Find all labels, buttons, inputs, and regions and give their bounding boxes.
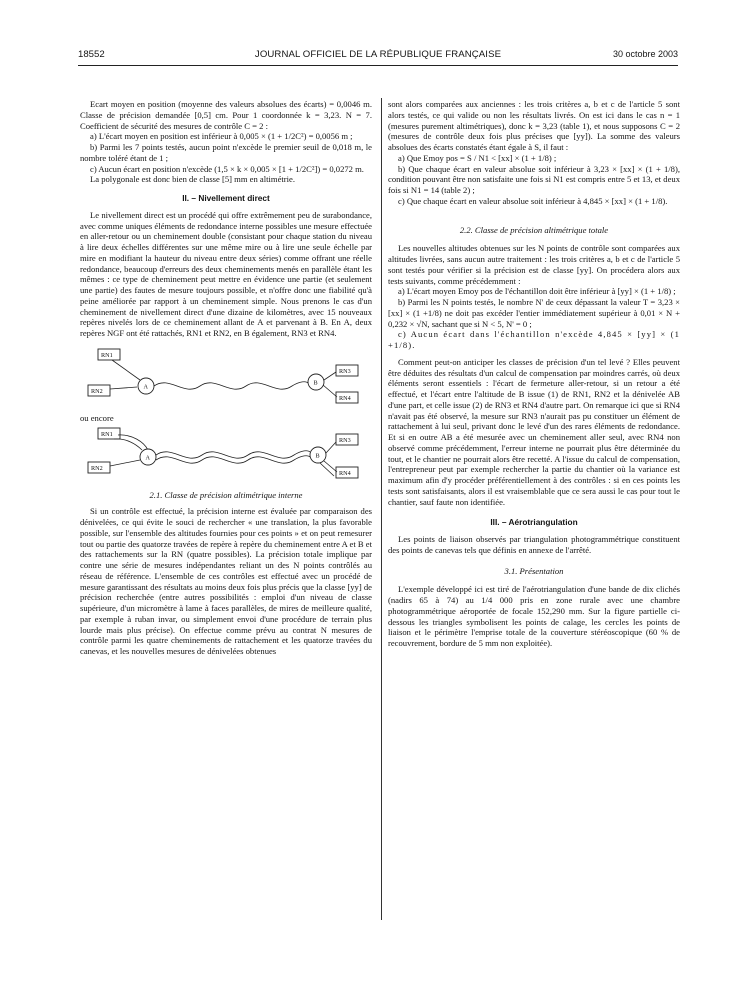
paragraph: Le nivellement direct est un procédé qui offre extrêmement peu de surabondance, avec comme uniques éléments de redondance interne possibles une mesure effectuée en aller-retour ou un cheminement double (consistant pour chaque station du niveau à lire deux échelles différentes sur une même mire ou à lire une seule échelle par mire en modifiant la hauteur du niveau entre deux séries) comme offrant une réelle redondance, beaucoup d'erreurs des deux cheminements menés en parallèle étant les mêmes : ce type de cheminement peut mettre en évidence une partie (et seulement une partie) des fautes de mesure toujours possible, et n'offre donc une fiabilité qu'à peine améliorée par rapport à un cheminement simple. Nous prenons le cas d'un cheminement de nivellement direct d'une dizaine de kilomètres, avec 15 nouveaux repères nivelés lors de ce cheminement allant de A et parvenant à B. En A, deux repères NGF ont été rattachés, RN1 et RN2, en B également, RN3 et RN4.	[80, 209, 372, 338]
paragraph: c) Aucun écart en position n'excède (1,5 × k × 0,005 × [1 + 1/2C²]) = 0,0272 m.	[90, 163, 364, 174]
rn4-label: RN4	[339, 394, 351, 402]
point-b-label: B	[315, 452, 320, 459]
point-a-label: A	[143, 383, 148, 391]
paragraph: a) L'écart moyen en position est inférieur à 0,005 × (1 + 1/2C²) = 0,0056 m ;	[90, 131, 353, 142]
paragraph: Comment peut-on anticiper les classes de précision d'un tel levé ? Elles peuvent être déduites des résultats d'un calcul de compensation par moindres carrés, où deux éléments seront essentiels : l'écart de fermeture aller-retour, si un retour a été effectué, et l'écart entre l'altitude de B issue (1) de RN1, RN2 et la dénivelée AB d'une part, et celle issue (2) de RN3 et RN4 d'autre part. On remarque ici que si RN4 n'avait pas été observé, la mesure sur RN3 n'aurait pas pu constituer un élément de rattachement à lui seul, privant donc le levé d'un des rares éléments de redondance. Et si en outre AB a été mesurée avec un cheminement aller seul, avec RN4 non observé comme précédemment, l'erreur interne ne pourrait plus être déterminée du tout, et le chantier ne pourrait alors être recetté. A l'issue du calcul de compensation, l'entrepreneur peut par exemple rechercher la partie du chantier où la variance est maximum afin d'y procéder préférentiellement à des contrôles : si en ces points les tests sont satisfaisants, alors il est vraisemblable que ce sera aussi le cas pour tout le chantier, sauf faute non identifiée.	[388, 356, 680, 507]
paragraph: c) Aucun écart dans l'échantillon n'excède 4,845 × [yy] × (1 +1/8).	[388, 329, 680, 350]
header-rule	[78, 65, 678, 66]
paragraph: b) Que chaque écart en valeur absolue soit inférieur à 3,23 × [xx] × (1 + 1/8), condition pouvant être non satisfaite une fois si N1 est compris entre 5 et 13, et deux fois si N1 = 14 (table 2) ;	[388, 163, 680, 195]
paragraph: Ecart moyen en position (moyenne des valeurs absolues des écarts) = 0,0046 m. Classe de précision demandée [0,5] cm. Pour 1 coordonnée k = 3,23. N = 7. Coefficient de sécurité des mesures de contrôle C = 2 :	[80, 99, 372, 131]
page-number: 18552	[78, 49, 105, 60]
subsection-heading: 2.2. Classe de précision altimétrique totale	[459, 224, 609, 235]
subsection-heading: 3.1. Présentation	[504, 565, 564, 576]
paragraph: b) Parmi les 7 points testés, aucun point n'excède le premier seuil de 0,018 m, le nombre toléré étant de 1 ;	[80, 142, 372, 163]
paragraph: c) Que chaque écart en valeur absolue soit inférieur à 4,845 × [xx] × (1 + 1/8).	[398, 195, 668, 206]
caption-ou-encore: ou encore	[80, 412, 114, 423]
rn3-label: RN3	[339, 367, 351, 375]
paragraph: b) Parmi les N points testés, le nombre N' de ceux dépassant la valeur T = 3,23 × [xx] × (1 +1/8) ne doit pas excéder l'entier immédiatement supérieur à 0,01 × N + 0,232 × √N, sachant que si N < 5, N' = 0 ;	[388, 297, 680, 329]
right-column	[388, 99, 680, 649]
rn2-label: RN2	[91, 464, 103, 472]
section-heading: III. – Aérotriangulation	[490, 517, 578, 528]
rn3-label: RN3	[339, 436, 351, 444]
rn1-label: RN1	[101, 351, 113, 359]
rn2-label: RN2	[91, 387, 103, 395]
rn1-label: RN1	[101, 430, 113, 438]
column-divider	[381, 98, 382, 920]
paragraph: a) Que Emoy pos = S / N1 < [xx] × (1 + 1/8) ;	[398, 152, 557, 163]
section-heading: II. – Nivellement direct	[182, 193, 270, 203]
journal-title: JOURNAL OFFICIEL DE LA RÉPUBLIQUE FRANÇAISE	[254, 49, 502, 60]
leveling-diagram-2	[80, 424, 372, 490]
rn4-label: RN4	[339, 469, 351, 477]
paragraph: sont alors comparées aux anciennes : les trois critères a, b et c de l'article 5 sont alors testés, ce qui valide ou non les résultats livrés. On est ici dans le cas n = 1 (mesures purement altimétriques), donc k = 3,23 (table 1), et nous supposons C = 2 (mesures de contrôle deux fois plus précises que [yy]). La somme des valeurs absolues des écarts constatés étant égale à S, il faut :	[388, 99, 680, 152]
publication-date: 30 octobre 2003	[612, 49, 678, 59]
paragraph: a) L'écart moyen Emoy pos de l'échantillon doit être inférieur à [yy] × (1 + 1/8) ;	[398, 286, 676, 297]
paragraph: L'exemple développé ici est tiré de l'aérotriangulation d'une bande de dix clichés (nadirs 65 à 74) au 1/4 000 pris en zone rurale avec une chambre photogrammétrique aéroportée de focale 152,290 mm. Sur la figure partielle ci-dessous les triangles symbolisent les points de calage, les cercles les points de liaison et le périmètre l'emprise totale de la couverture stéréoscopique (60 % de recouvrement, bordure de 5 mm non exploitée).	[388, 584, 680, 648]
point-a-label: A	[145, 454, 150, 461]
paragraph: Si un contrôle est effectué, la précision interne est évaluée par comparaison des dénivelées, ce qui évite le souci de rechercher « une translation, la plus favorable possible, sur l'ensemble des altitudes fournies pour ces points » et on peut remesurer tout ou partie des quatorze travées de repère à repère du cheminement entre A et B et des rattachements sur la RN (quatre possibles). La précision totale implique par contre une série de mesures indépendantes reliant un des N points contrôlés au réseau de référence. L'ensemble de ces contrôles est effectué avec un procédé de mesure garantissant des résultats au moins deux fois plus précis que la classe [yy] de précision recherchée (entre autres possibilités : emploi d'un niveau de classe supérieure, d'un micromètre à lame à faces parallèles, de mires de meilleure qualité, par exemple à ruban invar, ou simplement envoi d'une procédure de terrain plus lourde mais plus précise). On effectue comme prévu au contrat N mesures de contrôle parmi les quatre cheminements de rattachement et les quatorze travées du canevas, et les nouvelles mesures de dénivelées obtenues	[80, 506, 372, 656]
page-header	[78, 49, 678, 63]
left-column	[80, 99, 372, 657]
point-b-label: B	[313, 379, 318, 387]
leveling-diagram-1	[80, 345, 372, 413]
paragraph: Les nouvelles altitudes obtenues sur les N points de contrôle sont comparées aux altitudes livrées, sans aucun autre traitement : les trois critères a, b et c de l'article 5 sont testés pour vérifier si la précision est de classe [yy]. On procédera alors aux tests suivants, comme précédemment :	[388, 243, 680, 286]
subsection-heading: 2.1. Classe de précision altimétrique interne	[149, 489, 303, 500]
paragraph: La polygonale est donc bien de classe [5] mm en altimétrie.	[90, 174, 295, 185]
paragraph: Les points de liaison observés par triangulation photogrammétrique constituent des points de canevas tels que définis en annexe de l'arrêté.	[388, 534, 680, 555]
